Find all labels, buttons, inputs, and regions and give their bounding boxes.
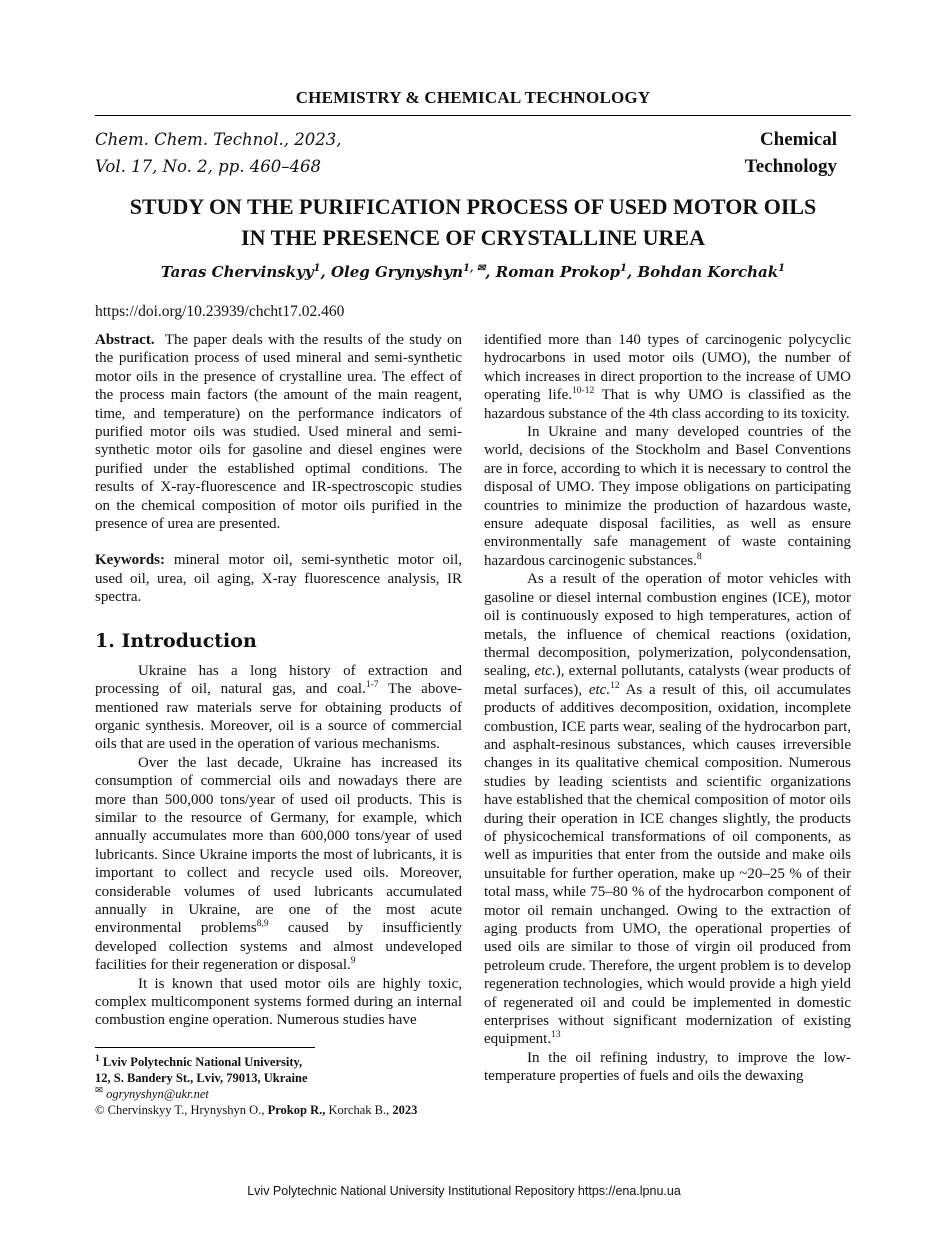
affiliation-mark: 1 xyxy=(95,1053,100,1064)
affiliation-line-1 xyxy=(95,1054,462,1070)
paragraph xyxy=(484,570,851,1049)
abstract xyxy=(95,331,462,533)
author-affiliation: 1, ✉ xyxy=(462,263,486,274)
paragraph xyxy=(95,662,462,754)
author-name: Bohdan Korchak xyxy=(637,263,779,281)
author-affiliation: 1 xyxy=(620,263,627,274)
author-list xyxy=(95,263,851,281)
copyright-text: © Chervinskyy T., Hrynyshyn O., xyxy=(95,1103,268,1117)
keywords-label: Keywords: xyxy=(95,552,165,569)
section-tag xyxy=(745,126,837,180)
emphasis: etc. xyxy=(534,663,556,680)
author-separator: , xyxy=(626,263,638,281)
citation-ref: 8,9 xyxy=(256,919,269,930)
section-tag-line-1: Chemical xyxy=(759,129,837,150)
abstract-label: Abstract. xyxy=(95,332,155,348)
author-name: Roman Prokop xyxy=(495,263,621,281)
journal-citation xyxy=(95,126,341,180)
footnote-divider xyxy=(95,1047,315,1048)
left-column xyxy=(95,331,462,1030)
title-line-2: IN THE PRESENCE OF CRYSTALLINE UREA xyxy=(241,225,705,250)
affiliation-text: Lviv Polytechnic National University, xyxy=(102,1055,303,1069)
paragraph-text: As a result of the operation of motor vehicles with gasoline or diesel internal combustion engines (ICE), motor oil is continuously exposed to high temperatures, action of metals, the influence of chemical reactions (oxidation, thermal decomposition, polymerization, polycondensation, sealing, xyxy=(484,571,851,680)
paragraph-text: identified more than 140 types of carcinogenic polycyclic hydrocarbons in used motor oils (UMO), the number of which increases in direct proportion to the increase of UMO operating life. xyxy=(484,332,851,404)
header-divider xyxy=(95,115,851,116)
author-separator: , xyxy=(485,263,496,281)
copyright-text: Korchak B., xyxy=(325,1103,393,1117)
author-name: Oleg Grynyshyn xyxy=(330,263,463,281)
citation-line-2: Vol. 17, No. 2, pp. 460–468 xyxy=(95,157,321,176)
emphasis: etc. xyxy=(588,681,611,698)
paragraph-text: caused by insufficiently developed collection systems and almost undeveloped facilities for their regeneration or disposal. xyxy=(95,920,462,974)
section-tag-line-2: Technology xyxy=(744,156,837,177)
paragraph: In the oil refining industry, to improve the low-temperature properties of fuels and oils the dewaxing xyxy=(484,1049,851,1085)
author-separator: , xyxy=(320,263,331,281)
affiliation-footnote xyxy=(95,1047,462,1118)
article-title xyxy=(95,191,851,253)
paragraph-text: The above-mentioned raw materials serve for obtaining products of organic synthesis. Moreover, oil is a source of commercial oils that are used in the operation of various mechanisms. xyxy=(95,681,462,753)
doi-link[interactable]: https://doi.org/10.23939/chcht17.02.460 xyxy=(95,303,345,320)
abstract-text: The paper deals with the results of the study on the purification process of used mineral and semi-synthetic motor oils in the presence of crystalline urea. The effect of the process main factors (the amount of the main reagent, time, and temperature) on the performance indicators of purified motor oils was studied. Used mineral and semi-synthetic motor oils for gasoline and diesel engines were purified under the established optimal conditions. The results of X-ray-fluorescence and IR-spectroscopic studies on the chemical composition of motor oils purified in the presence of urea are presented. xyxy=(95,332,462,533)
email-link[interactable]: ogrynyshyn@ukr.net xyxy=(106,1087,209,1101)
paragraph-text: ), external pollutants, catalysts (wear products of metal surfaces), xyxy=(484,663,851,698)
paragraph-text: As a result of this, oil accumulates products of additives decomposition, oxidation, incomplete combustion, ICE parts wear, sealing of the hydrocarbon part, and asphalt-resinous substances, which causes irreversible changes in its qualitative chemical composition. Numerous studies by leading scientists and scientific organizations have established that the chemical composition of motor oils during their operation in ICE changes slightly, the products of physicochemical transformations of oil components, as well as impurities that enter from the outside and make oils unsuitable for further operation, make up ~20–25 % of their total mass, while 75–80 % of the hydrocarbon component of motor oil remain unchanged. Owing to the extraction of aging products from UMO, the operational properties of used oils are similar to those of virgin oil produced from petroleum crude. Therefore, the urgent problem is to develop regeneration technologies, which would provide a high yield of regenerated oil and could be implemented in domestic enterprises without significant modernization of existing equipment. xyxy=(484,681,851,1048)
paragraph xyxy=(484,331,851,423)
title-line-1: STUDY ON THE PURIFICATION PROCESS OF USED MOTOR OILS xyxy=(129,194,817,219)
copyright-year: 2023 xyxy=(392,1103,418,1117)
citation-ref: 13 xyxy=(551,1030,561,1041)
paragraph-text: Ukraine has a long history of extraction and processing of oil, natural gas, and coal. xyxy=(95,662,462,698)
author-affiliation: 1 xyxy=(778,263,786,274)
section-heading-introduction: 1. Introduction xyxy=(95,629,257,652)
affiliation-line-2: 12, S. Bandery St., Lviv, 79013, Ukraine xyxy=(95,1071,308,1085)
paragraph-text: Over the last decade, Ukraine has increased its consumption of commercial oils and nowadays there are more than 500,000 tons/year of used oil products. This is similar to the resource of Germany, for example, which annually accumulates more than 600,000 tons/year of used lubricants. Since Ukraine imports the most of lubricants, it is important to collect and recycle used oils. Moreover, considerable volumes of used lubricants accumulated annually in Ukraine, are one of the most acute environmental problems xyxy=(95,754,462,937)
paragraph xyxy=(484,423,851,570)
citation-line-1: Chem. Chem. Technol., 2023, xyxy=(95,130,342,149)
envelope-icon: ✉ xyxy=(95,1085,103,1096)
citation-ref: 1-7 xyxy=(365,680,379,691)
citation-ref: 9 xyxy=(350,956,356,967)
citation-ref: 10-12 xyxy=(572,386,595,397)
journal-banner: CHEMISTRY & CHEMICAL TECHNOLOGY xyxy=(295,88,651,107)
author-name: Taras Chervinskyy xyxy=(160,263,314,281)
paragraph: It is known that used motor oils are highly toxic, complex multicomponent systems formed during an internal combustion engine operation. Numerous studies have xyxy=(95,975,462,1029)
right-column xyxy=(484,331,851,1086)
citation-ref: 12 xyxy=(610,680,620,691)
copyright-text: Prokop R., xyxy=(267,1103,326,1117)
paragraph-text: That is why UMO is classified as the hazardous substance of the 4th class according to its toxicity. xyxy=(484,387,851,422)
paragraph-text: In Ukraine and many developed countries of the world, decisions of the Stockholm and Basel Conventions are in force, according to which it is necessary to control the disposal of UMO. They impose obligations on participating countries to minimize the production of hazardous waste, ensure adequate disposal facilities, as well as ensure environmentally safe management of waste containing hazardous carcinogenic substances. xyxy=(484,424,851,569)
citation-ref: 8 xyxy=(696,551,702,562)
keywords xyxy=(95,551,462,606)
keywords-text: mineral motor oil, semi-synthetic motor oil, used oil, urea, oil aging, X-ray fluorescence analysis, IR spectra. xyxy=(95,552,462,606)
author-affiliation: 1 xyxy=(313,263,321,274)
copyright-line xyxy=(95,1102,462,1118)
repository-footer: Lviv Polytechnic National University Institutional Repository https://ena.lpnu.ua xyxy=(247,1184,681,1198)
email-line xyxy=(95,1086,462,1102)
paragraph xyxy=(95,754,462,975)
